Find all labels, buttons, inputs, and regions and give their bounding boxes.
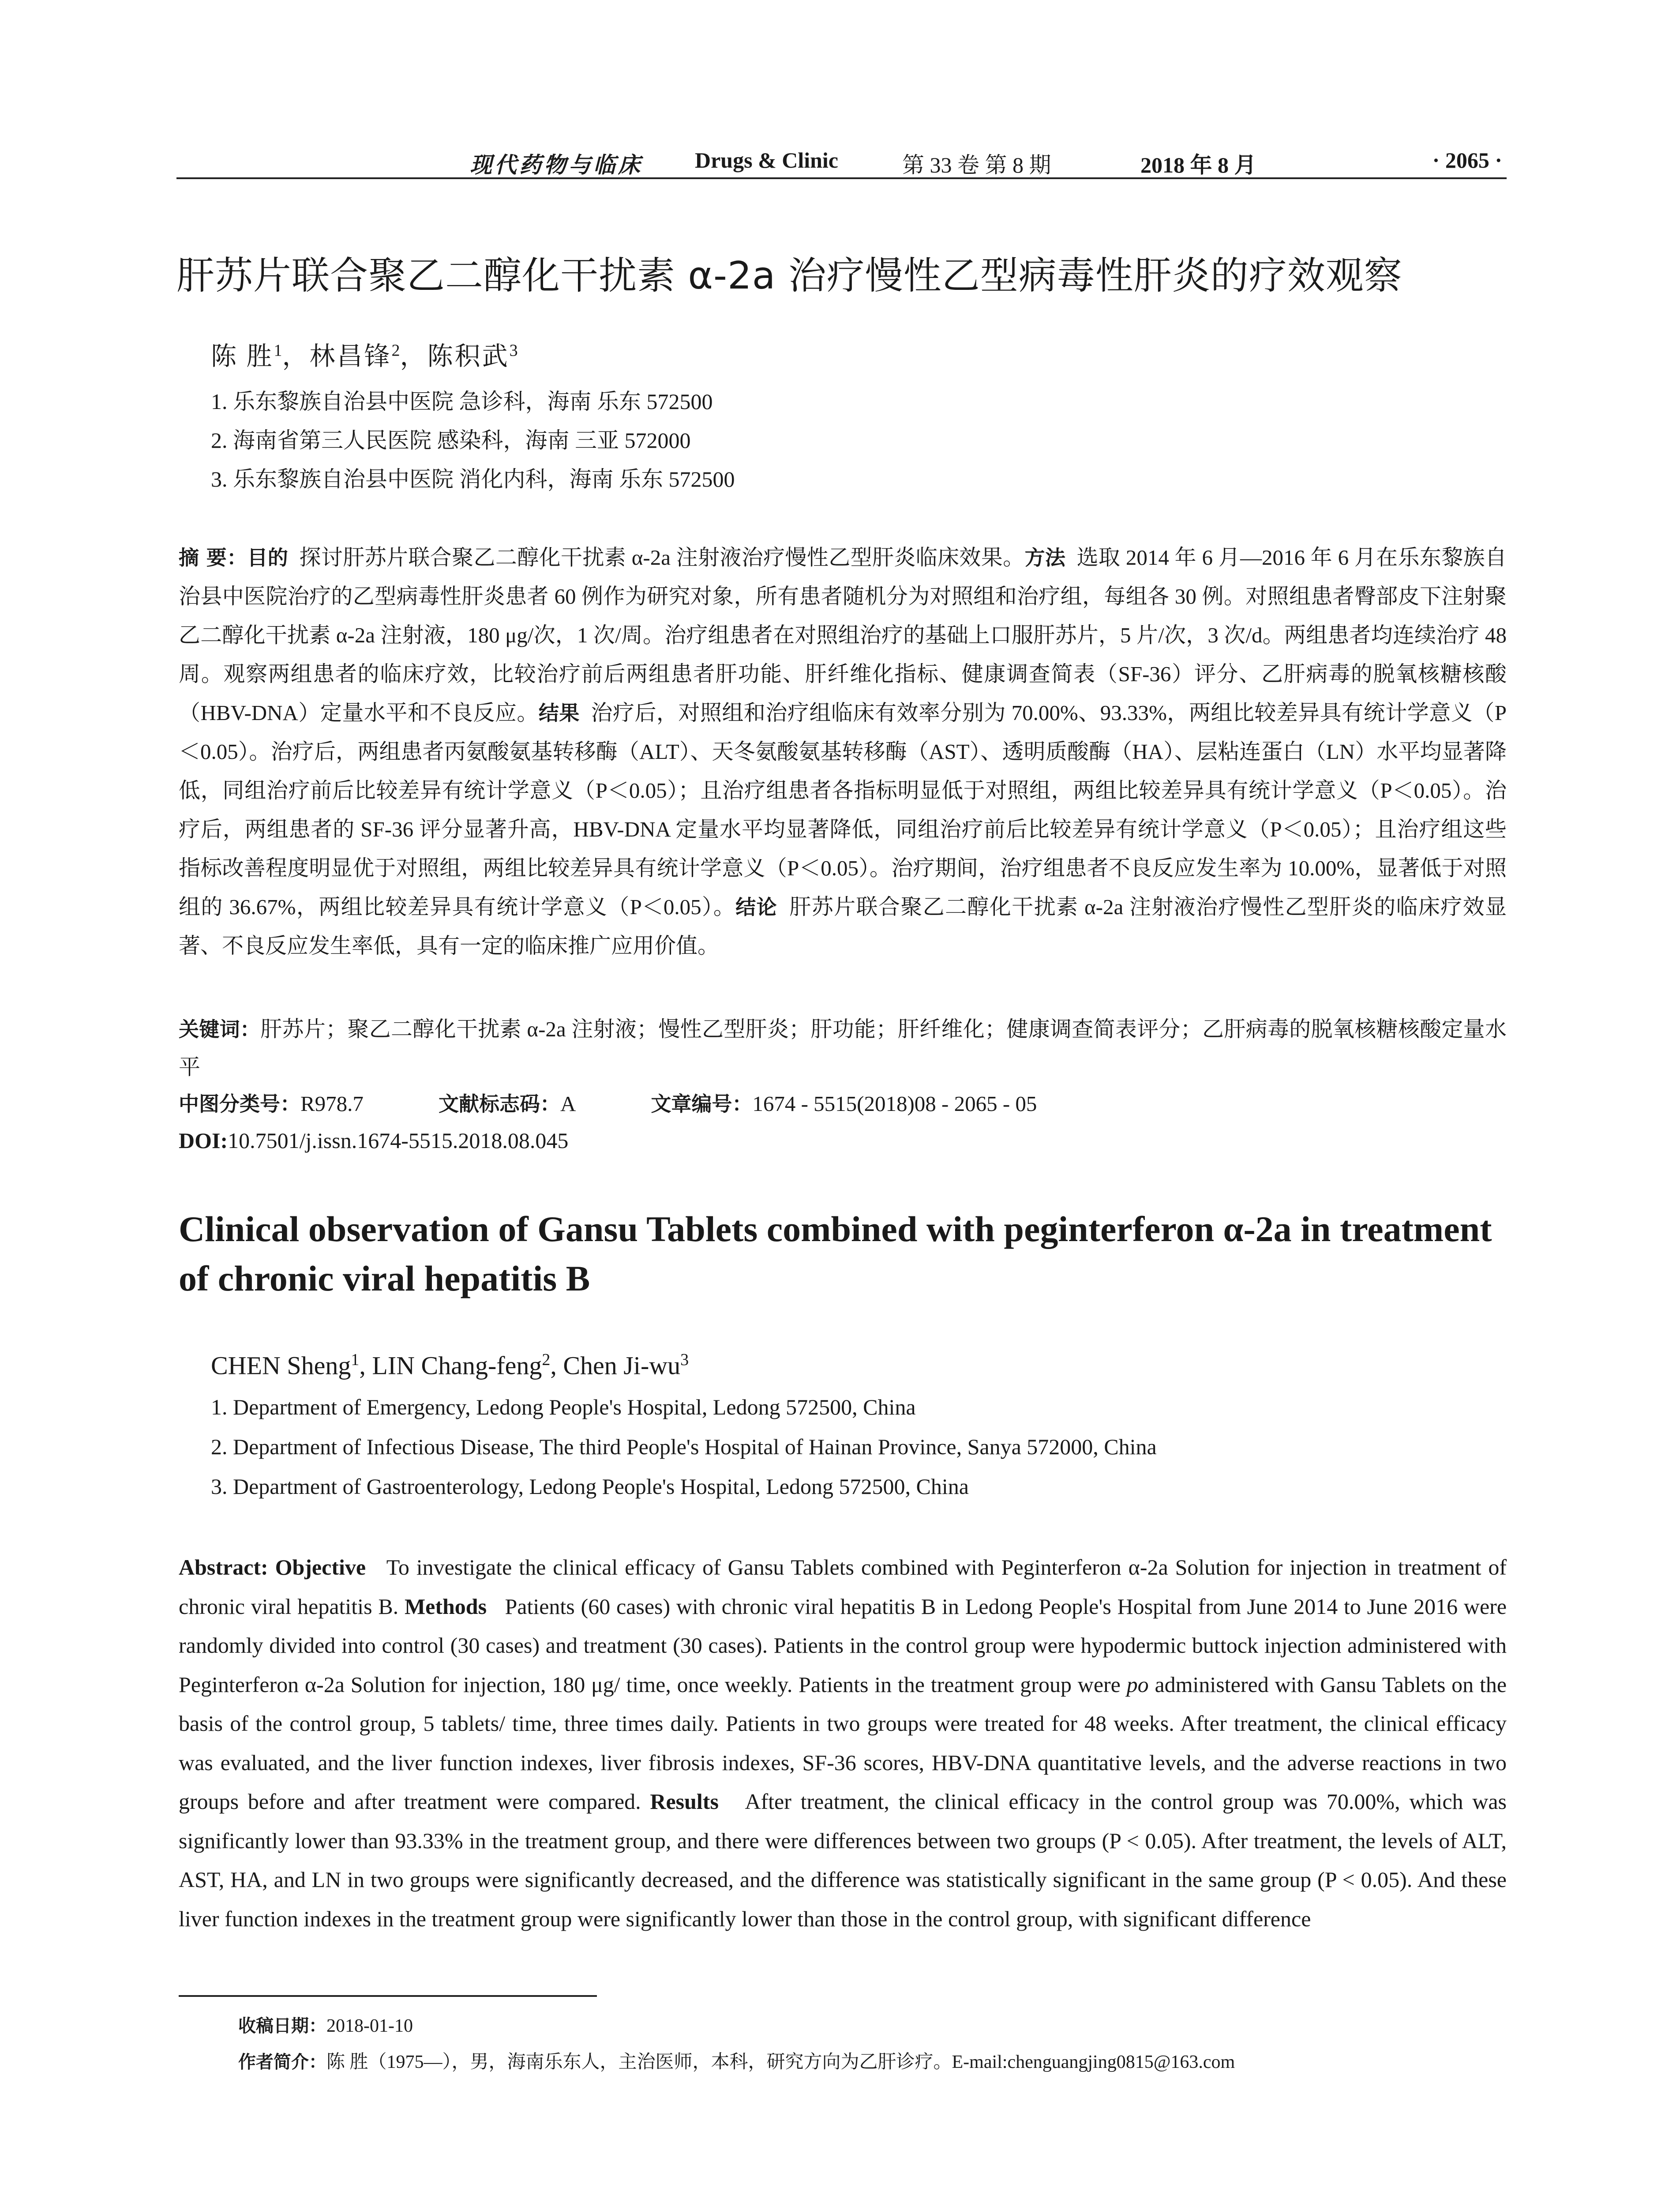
- methods-text-continued: administered with Gansu Tablets on the basis of the control group, 5 tablets/ time, three times daily. Patients in two groups were treated for 48 weeks. After treatment, the clinical efficacy was evaluated, and the liver function indexes, liver fibrosis indexes, SF-36 scores, HBV-DNA quantitative levels, and the adverse reactions in two groups before and after treatment were compared.: [179, 1672, 1507, 1814]
- keywords-text: 肝苏片；聚乙二醇化干扰素 α-2a 注射液；慢性乙型肝炎；肝功能；肝纤维化；健康调查简表评分；乙肝病毒的脱氧核糖核酸定量水平: [179, 1017, 1507, 1079]
- author-name: 陈积武: [427, 342, 510, 371]
- doc-code-label: 文献标志码：: [438, 1092, 560, 1116]
- methods-text: Patients (60 cases) with chronic viral hepatitis B in Ledong People's Hospital from June 2014 to June 2016 were randomly divided into control (30 cases) and treatment (30 cases). Patients in the control group were hypodermic buttock injection administered with Peginterferon α-2a Solution for injection, 180 μg/ time, once weekly. Patients in the treatment group were: [179, 1594, 1507, 1697]
- issue-date: 2018 年 8 月: [1140, 153, 1256, 177]
- author-name: LIN Chang-feng: [372, 1351, 542, 1380]
- title-en: Clinical observation of Gansu Tablets combined with peginterferon α-2a in treatment of chronic viral hepatitis B: [179, 1209, 1492, 1298]
- doi-link[interactable]: 10.7501/j.issn.1674-5515.2018.08.045: [228, 1128, 569, 1153]
- keywords-label: 关键词：: [179, 1017, 261, 1041]
- keywords-cn: [179, 1010, 1507, 1086]
- methods-po: po: [1126, 1672, 1149, 1697]
- author-name: 林昌锋: [309, 342, 392, 371]
- article-no-value: 1674 - 5515(2018)08 - 2065 - 05: [752, 1092, 1037, 1116]
- methods-label: Methods: [404, 1594, 487, 1619]
- classification-line: [179, 1088, 1037, 1117]
- volume-issue: 第 33 卷 第 8 期: [902, 153, 1051, 177]
- affiliation-en: 1. Department of Emergency, Ledong People's Hospital, Ledong 572500, China: [211, 1395, 916, 1419]
- author-affiliation-mark: 3: [680, 1351, 689, 1369]
- objective-label: 目的: [247, 546, 289, 570]
- received-date: [238, 2012, 413, 2037]
- results-text: After treatment, the clinical efficacy in the control group was 70.00%, which was significantly lower than 93.33% in the treatment group, and there were differences between two groups (P < 0.05). After treatment, the levels of ALT, AST, HA, and LN in two groups were significantly decreased, and the difference was statistically significant in the same group (P < 0.05). And these liver function indexes in the treatment group were significantly lower than those in the control group, with significant difference: [179, 1789, 1507, 1931]
- abstract-label: 摘 要：: [179, 546, 248, 570]
- footnote-divider: [179, 1995, 597, 1997]
- abstract-objective-label: Abstract: Objective: [179, 1555, 366, 1579]
- article-no-label: 文章编号：: [651, 1092, 753, 1116]
- author-bio-text: 陈 胜（1975—），男，海南乐东人，主治医师，本科，研究方向为乙肝诊疗。E-mail:chenguangjing0815@163.com: [326, 2052, 1235, 2072]
- received-value: 2018-01-10: [326, 2016, 413, 2036]
- abstract-cn: [179, 538, 1507, 965]
- page-number: · 2065 ·: [1432, 148, 1502, 173]
- clc-value: R978.7: [300, 1092, 364, 1116]
- author-name: 陈 胜: [211, 342, 274, 371]
- doi-label: DOI:: [179, 1128, 228, 1153]
- clc-label: 中图分类号：: [179, 1092, 300, 1116]
- objective-text: To investigate the clinical efficacy of Gansu Tablets combined with Peginterferon α-2a Solution for injection in treatment of chronic viral hepatitis B.: [179, 1555, 1507, 1619]
- author-name: CHEN Sheng: [211, 1351, 351, 1380]
- affiliation-cn: 2. 海南省第三人民医院 感染科，海南 三亚 572000: [211, 428, 691, 453]
- methods-label: 方法: [1024, 546, 1066, 570]
- journal-name-en: Drugs & Clinic: [695, 148, 838, 173]
- results-label: 结果: [538, 701, 580, 725]
- abstract-en: [179, 1548, 1507, 1938]
- author-bio-label: 作者简介：: [238, 2052, 326, 2072]
- affiliation-cn: 1. 乐东黎族自治县中医院 急诊科，海南 乐东 572500: [211, 389, 713, 414]
- doi-line: [179, 1128, 568, 1153]
- conclusion-label: 结论: [735, 895, 778, 919]
- author-affiliation-mark: 2: [391, 341, 400, 360]
- objective-text: 探讨肝苏片联合聚乙二醇化干扰素 α-2a 注射液治疗慢性乙型肝炎临床效果。: [299, 545, 1025, 570]
- author-bio: [238, 2047, 1235, 2074]
- affiliation-cn: 3. 乐东黎族自治县中医院 消化内科，海南 乐东 572500: [211, 467, 735, 491]
- author-affiliation-mark: 3: [509, 341, 518, 360]
- doc-code-value: A: [560, 1092, 576, 1116]
- header-divider: [176, 177, 1507, 179]
- results-text: 治疗后，对照组和治疗组临床有效率分别为 70.00%、93.33%，两组比较差异具有统计学意义（P＜0.05）。治疗后，两组患者丙氨酸氨基转移酶（ALT）、天冬氨酸氨基转移酶（AST）、透明质酸酶（HA）、层粘连蛋白（LN）水平均显著降低，同组治疗前后比较差异有统计学意义（P＜0.05）；且治疗组患者各指标明显低于对照组，两组比较差异具有统计学意义（P＜0.05）。治疗后，两组患者的 SF-36 评分显著升高，HBV-DNA 定量水平均显著降低，同组治疗前后比较差异有统计学意义（P＜0.05）；且治疗组这些指标改善程度明显优于对照组，两组比较差异具有统计学意义（P＜0.05）。治疗期间，治疗组患者不良反应发生率为 10.00%，显著低于对照组的 36.67%，两组比较差异具有统计学意义（P＜0.05）。: [179, 701, 1507, 919]
- authors-cn: 陈 胜$^1$，林昌锋$^2$，陈积武$^3$: [211, 341, 518, 371]
- author-affiliation-mark: 2: [542, 1351, 551, 1369]
- results-label: Results: [650, 1789, 719, 1814]
- affiliation-en: 2. Department of Infectious Disease, The third People's Hospital of Hainan Province, Sanya 572000, China: [211, 1434, 1157, 1459]
- conclusion-text: 肝苏片联合聚乙二醇化干扰素 α-2a 注射液治疗慢性乙型肝炎的临床疗效显著、不良反应发生率低，具有一定的临床推广应用价值。: [179, 895, 1507, 958]
- received-label: 收稿日期：: [238, 2016, 326, 2036]
- author-name: Chen Ji-wu: [563, 1351, 681, 1380]
- running-header: [179, 144, 1507, 179]
- author-affiliation-mark: 1: [351, 1351, 360, 1369]
- authors-en: CHEN Sheng$^1$, LIN Chang-feng$^2$, Chen $Ji-wu^3$: [211, 1351, 689, 1380]
- journal-name-cn: 现代药物与临床: [470, 153, 643, 177]
- title-cn: 肝苏片联合聚乙二醇化干扰素 α-2a 治疗慢性乙型病毒性肝炎的疗效观察: [176, 254, 1402, 298]
- author-affiliation-mark: 1: [274, 341, 282, 360]
- affiliation-en: 3. Department of Gastroenterology, Ledong People's Hospital, Ledong 572500, China: [211, 1474, 969, 1499]
- methods-text: 选取 2014 年 6 月—2016 年 6 月在乐东黎族自治县中医院治疗的乙型病毒性肝炎患者 60 例作为研究对象，所有患者随机分为对照组和治疗组，每组各 30 例。对照组患者臀部皮下注射聚乙二醇化干扰素 α-2a 注射液，180 μg/次，1 次/周。治疗组患者在对照组治疗的基础上口服肝苏片，5 片/次，3 次/d。两组患者均连续治疗 48 周。观察两组患者的临床疗效，比较治疗前后两组患者肝功能、肝纤维化指标、健康调查简表（SF-36）评分、乙肝病毒的脱氧核糖核酸（HBV-DNA）定量水平和不良反应。: [179, 545, 1507, 725]
